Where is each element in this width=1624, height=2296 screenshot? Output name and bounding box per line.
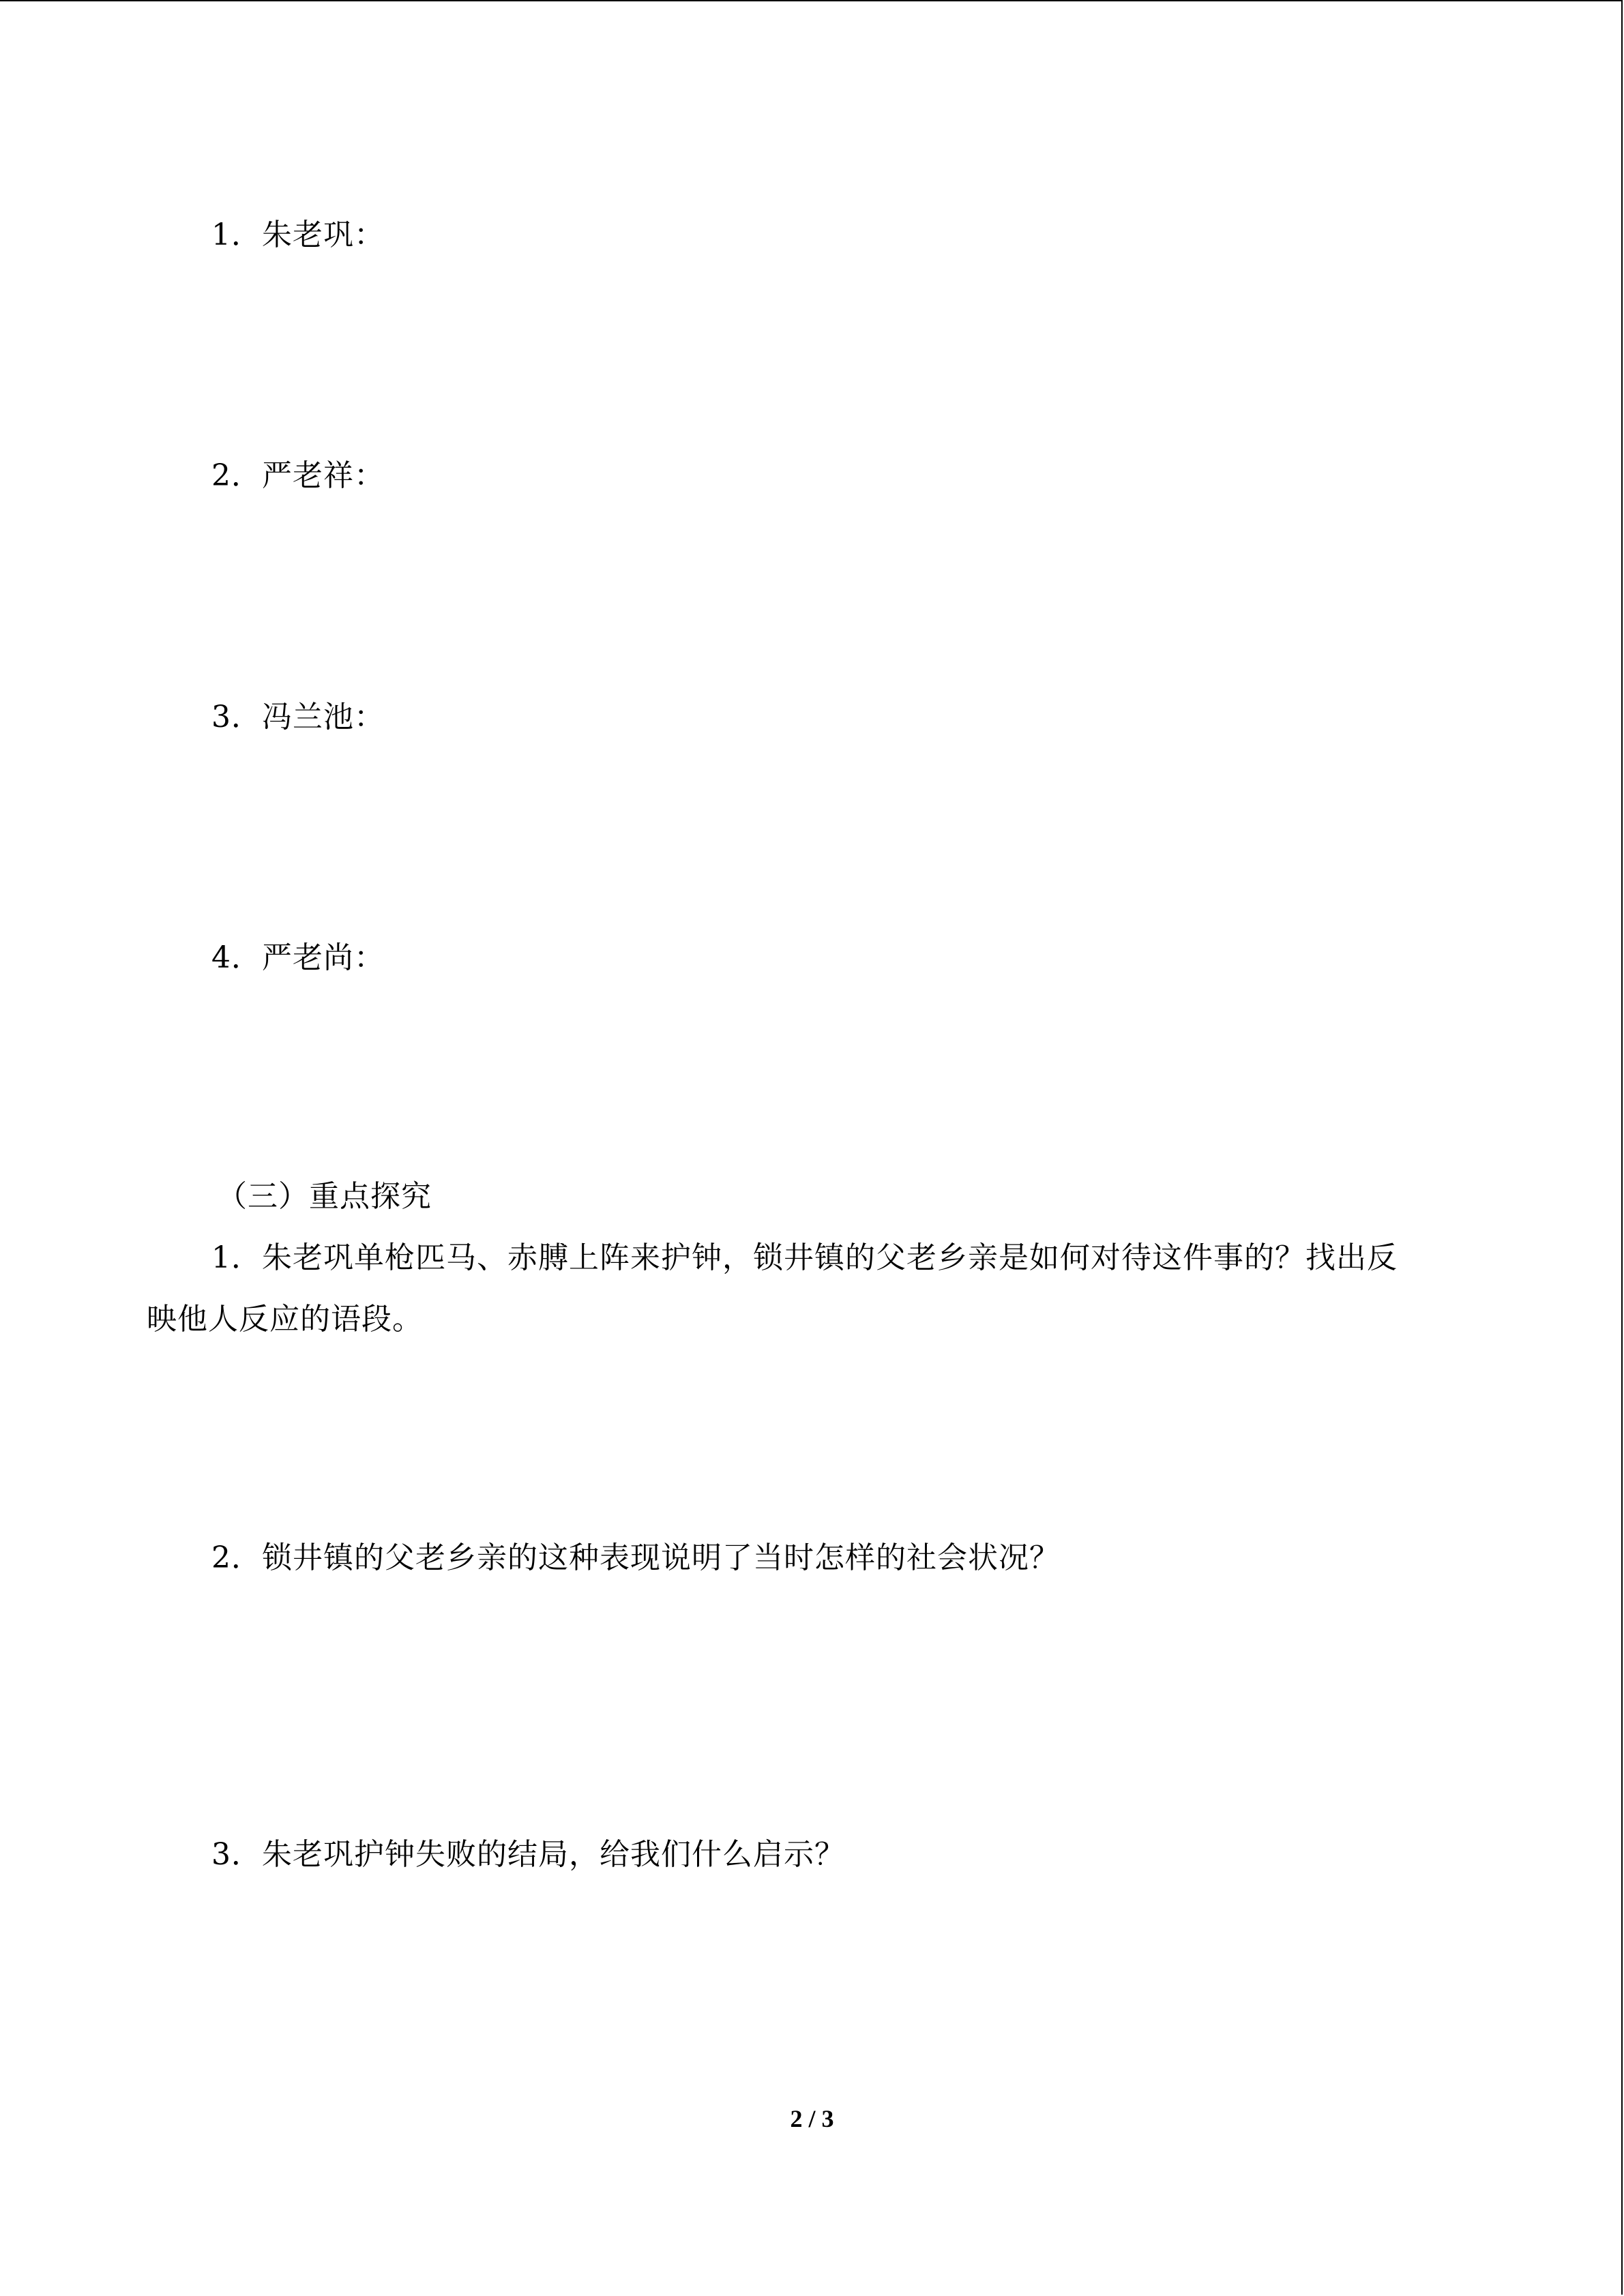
character-item-yan-laoxiang: 2．严老祥： — [211, 458, 385, 493]
question-1-line-1: 1．朱老巩单枪匹马、赤膊上阵来护钟，锁井镇的父老乡亲是如何对待这件事的？找出反 — [211, 1240, 1398, 1275]
character-item-zhu-laogong: 1．朱老巩： — [211, 218, 385, 252]
question-3: 3．朱老巩护钟失败的结局，给我们什么启示？ — [211, 1837, 845, 1872]
section-heading: （三）重点探究 — [217, 1179, 432, 1214]
question-2: 2．锁井镇的父老乡亲的这种表现说明了当时怎样的社会状况？ — [211, 1540, 1060, 1575]
question-1-line-2: 映他人反应的语段。 — [147, 1302, 423, 1337]
character-item-feng-lanchi: 3．冯兰池： — [211, 700, 385, 734]
character-item-yan-laoshang: 4．严老尚： — [211, 940, 385, 975]
page-number: 2 / 3 — [790, 2105, 834, 2132]
